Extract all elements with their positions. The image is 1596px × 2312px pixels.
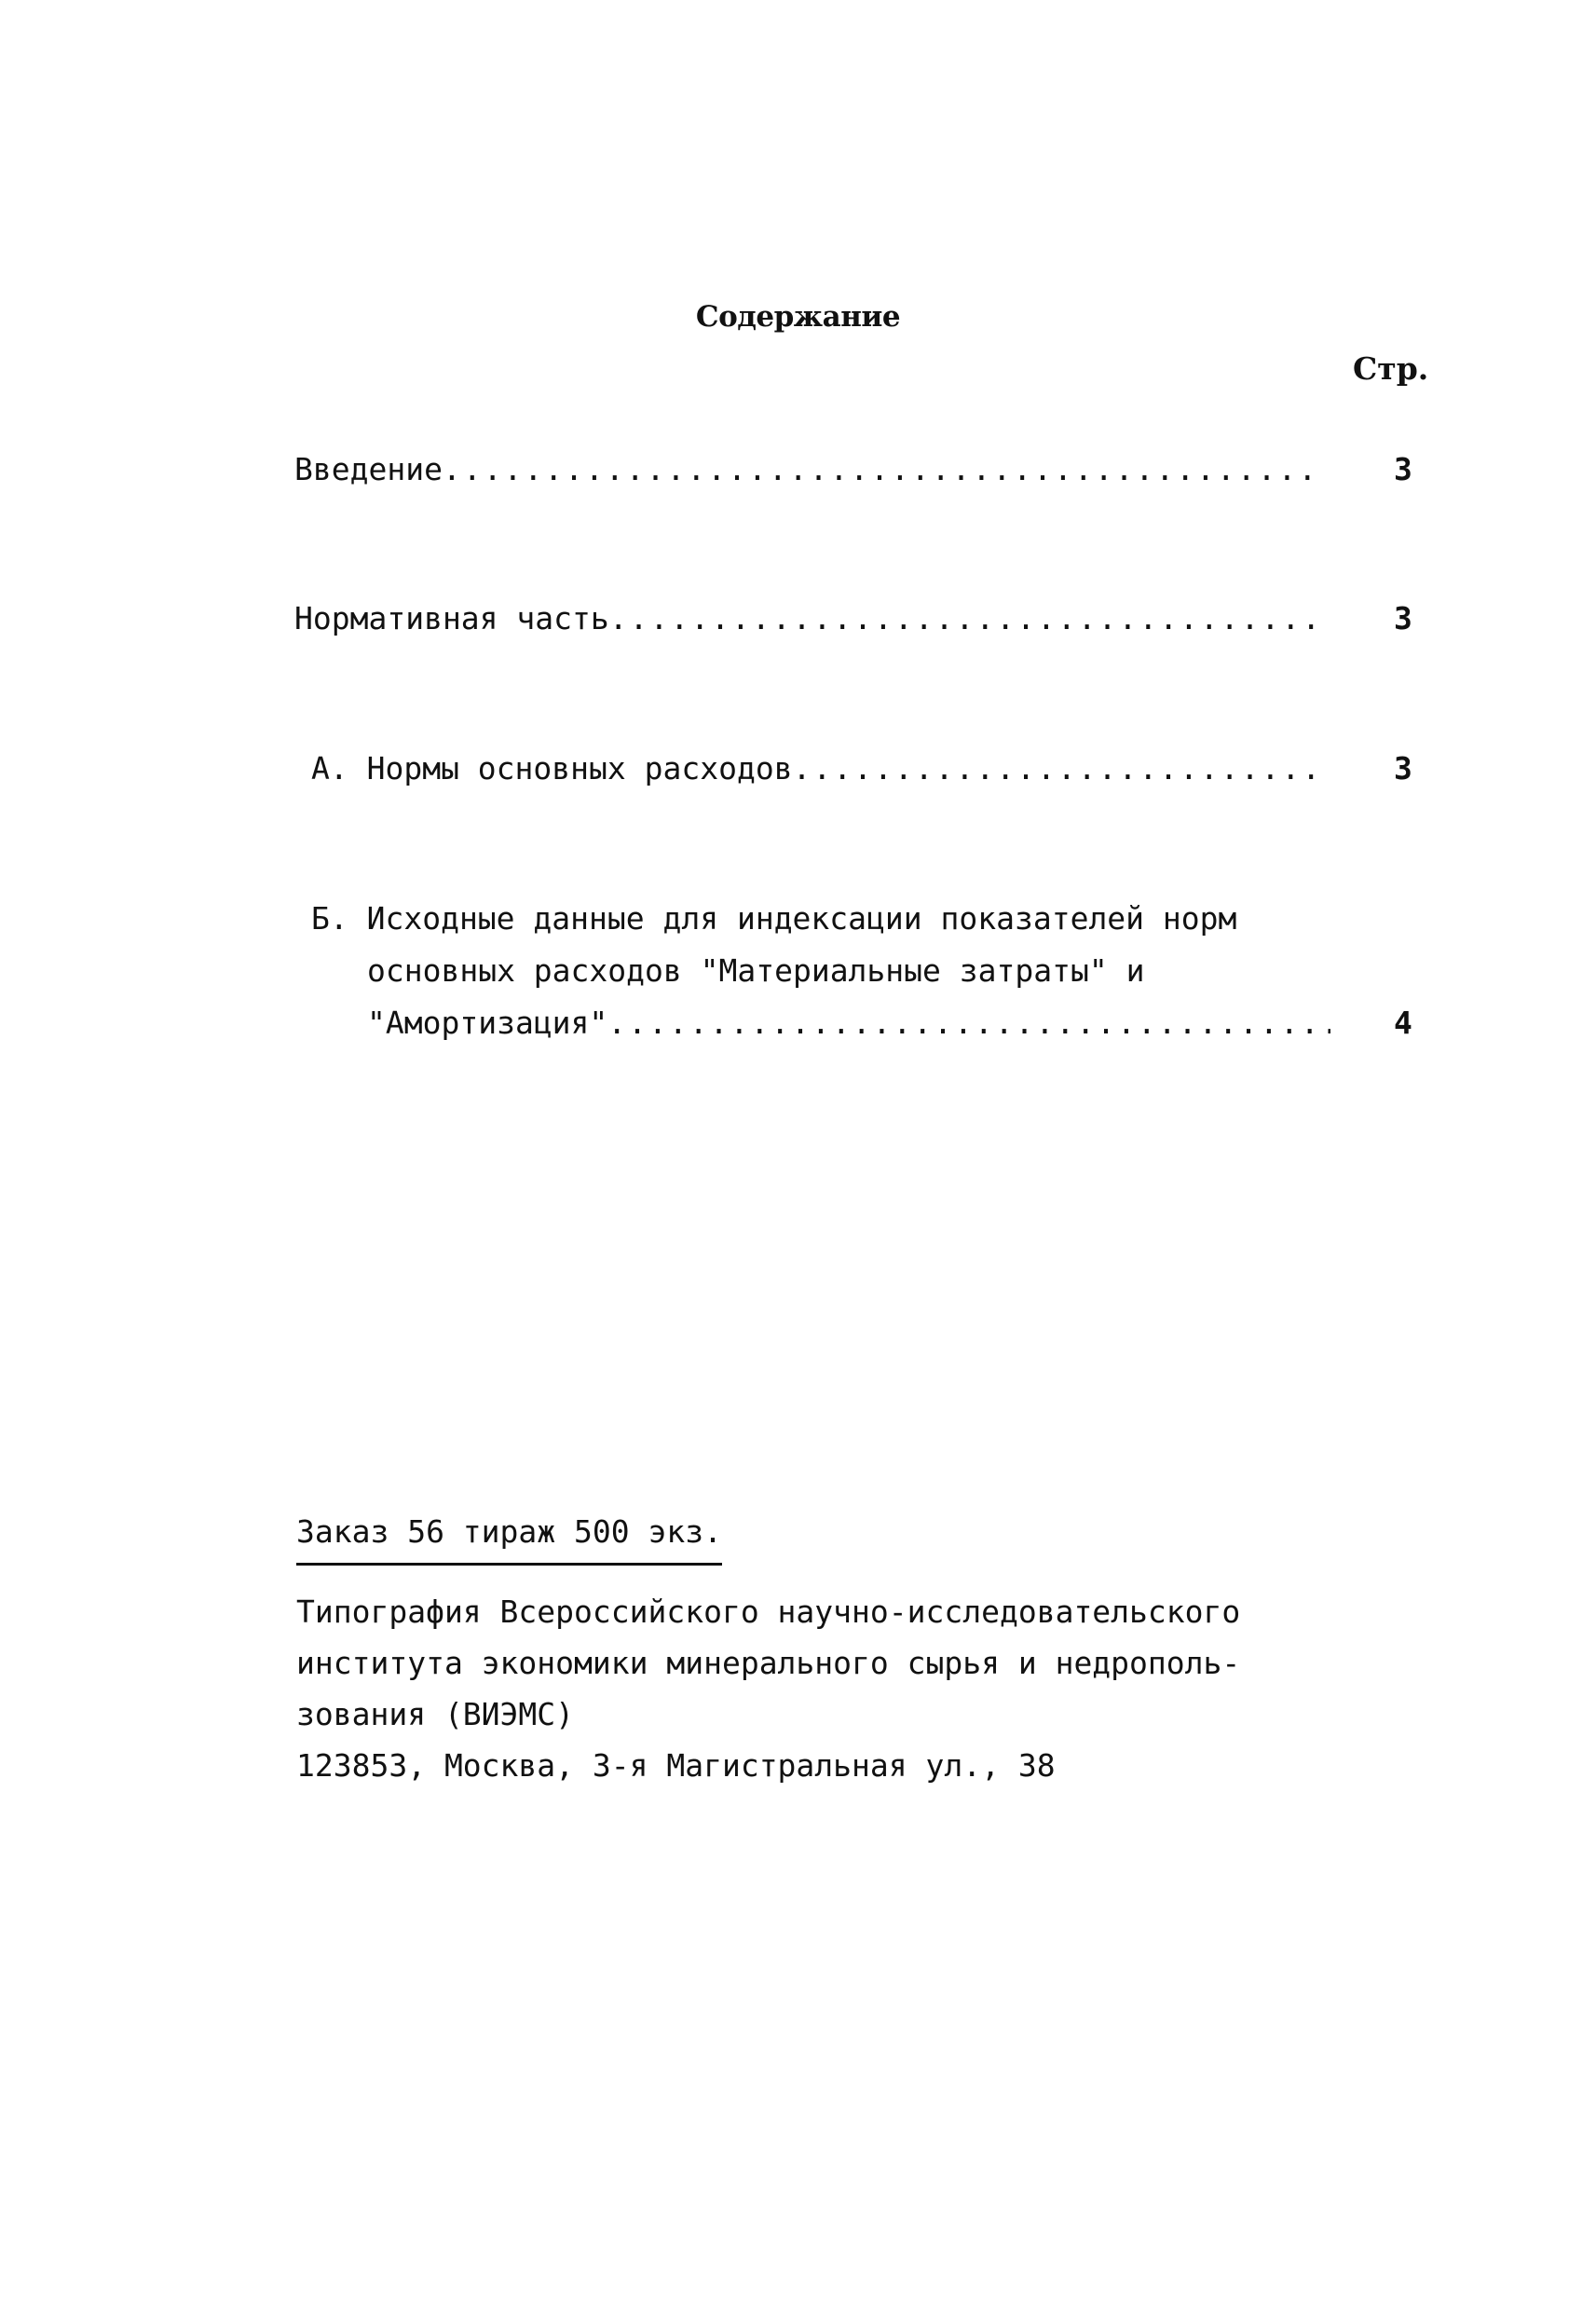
dot-leader [607,997,1330,1049]
toc-entry-page-number: 3 [1394,750,1412,787]
toc-entry-line [294,444,1317,496]
toc-entry-page-number: 3 [1394,600,1412,636]
dot-leader [609,593,1317,645]
toc-entry-line: Б. Исходные данные для индексации показателей норм [311,900,1237,937]
toc-entry-text: Нормативная часть [294,600,609,636]
toc-entry-page-number: 3 [1394,451,1412,487]
toc-entry-normative-part [294,593,1317,645]
printer-info-line: зования (ВИЭМС) [296,1696,575,1732]
toc-entry-line [311,997,1330,1049]
printer-info-line: Типография Всероссийского научно-исследовательского [296,1594,1241,1630]
printer-info-line: института экономики минерального сырья и недрополь- [296,1645,1241,1681]
printer-address: 123853, Москва, 3-я Магистральная ул., 38 [296,1747,1056,1784]
toc-entry-text: "Амортизация" [367,1005,608,1041]
toc-entry-line [311,743,1317,795]
toc-entry-line: основных расходов "Материальные затраты" и [367,952,1145,989]
toc-entry-text: Введение [294,451,443,487]
dot-leader [793,743,1317,795]
toc-entry-section-a [311,743,1317,795]
toc-entry-section-b [311,893,1330,1049]
page-column-header: Стр. [1353,350,1429,387]
toc-entry-page-number: 4 [1394,1005,1412,1041]
toc-entry-line [294,593,1317,645]
imprint-block [296,1506,1240,1791]
toc-entry-introduction [294,444,1317,496]
toc-title: Содержание [695,300,901,334]
order-info: Заказ 56 тираж 500 экз. [296,1506,722,1566]
toc-entry-text: А. Нормы основных расходов [311,750,793,787]
printer-info [296,1586,1240,1791]
dot-leader [443,444,1317,496]
